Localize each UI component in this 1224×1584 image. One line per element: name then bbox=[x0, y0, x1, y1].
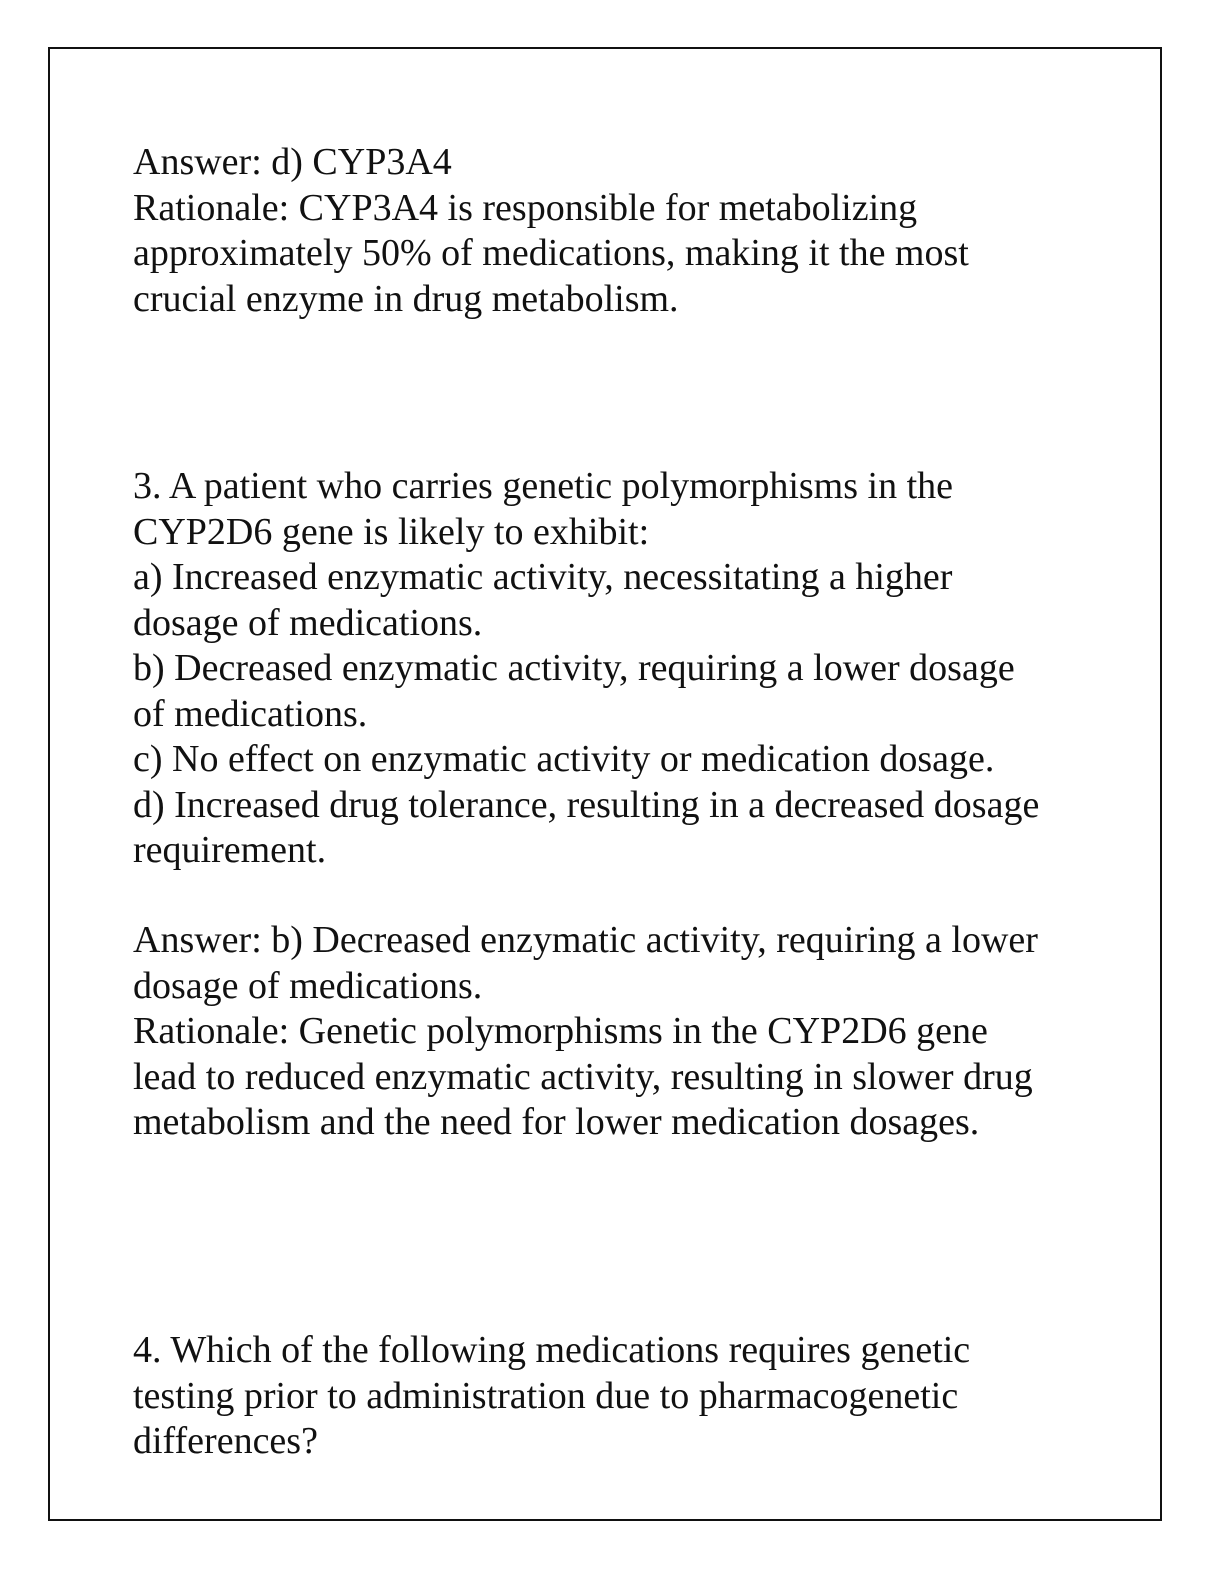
rationale-line: approximately 50% of medications, making it the most bbox=[133, 232, 969, 274]
question-stem-line: testing prior to administration due to pharmacogenetic bbox=[133, 1374, 959, 1417]
rationale-line: crucial enzyme in drug metabolism. bbox=[133, 277, 679, 320]
question-stem-line: differences? bbox=[133, 1420, 318, 1462]
question-block-4 bbox=[133, 1328, 1123, 1465]
option-d-line: d) Increased drug tolerance, resulting in a decreased dosage bbox=[133, 783, 1040, 826]
rationale-line: metabolism and the need for lower medication dosages. bbox=[133, 1101, 980, 1143]
option-a-line: a) Increased enzymatic activity, necessitating a higher bbox=[133, 556, 953, 598]
option-c-line: c) No effect on enzymatic activity or medication dosage. bbox=[133, 738, 995, 780]
answer-block-q3 bbox=[133, 918, 1123, 1146]
rationale-line: lead to reduced enzymatic activity, resulting in slower drug bbox=[133, 1055, 1033, 1098]
question-stem-line: 4. Which of the following medications requires genetic bbox=[133, 1329, 971, 1371]
answer-block-q2 bbox=[133, 140, 1123, 322]
question-block-3 bbox=[133, 464, 1123, 874]
option-b-line: b) Decreased enzymatic activity, requiring a lower dosage bbox=[133, 647, 1015, 689]
rationale-line: Rationale: Genetic polymorphisms in the CYP2D6 gene bbox=[133, 1010, 988, 1052]
option-a-line: dosage of medications. bbox=[133, 601, 483, 644]
answer-line: Answer: b) Decreased enzymatic activity, requiring a lower bbox=[133, 919, 1038, 961]
rationale-line: Rationale: CYP3A4 is responsible for metabolizing bbox=[133, 186, 918, 229]
question-stem-line: CYP2D6 gene is likely to exhibit: bbox=[133, 510, 650, 553]
option-b-line: of medications. bbox=[133, 692, 368, 735]
question-stem-line: 3. A patient who carries genetic polymorphisms in the bbox=[133, 465, 954, 507]
option-d-line: requirement. bbox=[133, 829, 327, 871]
answer-line: Answer: d) CYP3A4 bbox=[133, 141, 452, 183]
answer-line: dosage of medications. bbox=[133, 964, 483, 1007]
